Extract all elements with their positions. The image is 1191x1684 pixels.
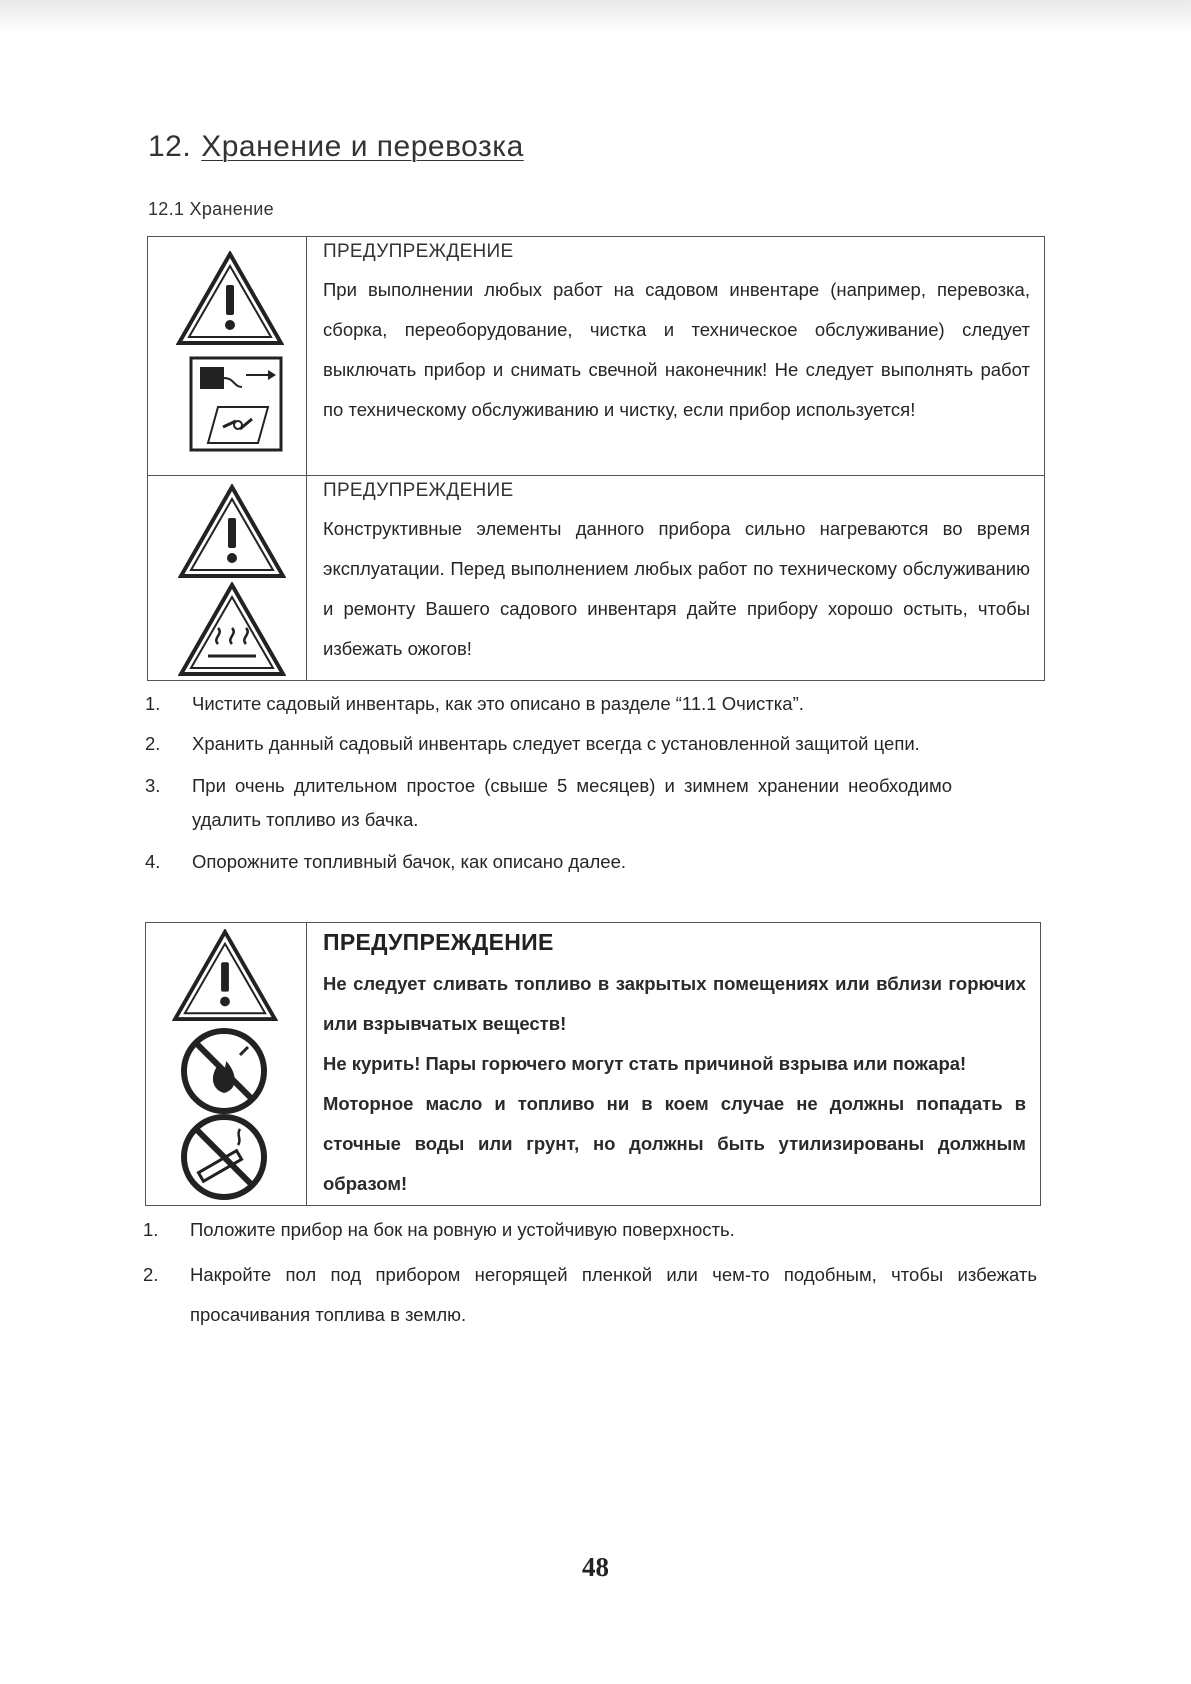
warning-3-text-cell (307, 923, 1041, 1206)
maintenance-plug-icon (188, 355, 284, 453)
hot-surface-icon (178, 582, 286, 678)
warning-1-icons (148, 237, 307, 476)
list-item: 2. Хранить данный садовый инвентарь следует всегда с установленной защитой цепи. (145, 733, 920, 754)
list-item: 3. При очень длительном простое (свыше 5 месяцев) и зимнем хранении необходимо удалить топливо из бачка. (145, 775, 952, 830)
no-open-flame-icon (180, 1027, 268, 1115)
warning-1-text: При выполнении любых работ на садовом инвентаре (например, перевозка, сборка, переоборудование, чистка и техническое обслуживание) следует выключать прибор и снимать свечной наконечник! Не следует выполнять работ по техническому обслуживанию и чистку, если прибор используется! (323, 279, 1030, 420)
warning-1-text-cell (307, 237, 1045, 476)
warning-1-title: ПРЕДУПРЕЖДЕНИЕ (323, 241, 514, 262)
section-number: 12. (148, 130, 192, 163)
page-number: 48 (582, 1552, 609, 1582)
storage-steps-list (145, 687, 1035, 879)
warning-table-2 (145, 922, 1041, 1206)
section-title: Хранение и перевозка (201, 130, 524, 163)
scan-edge-shade (0, 0, 1191, 34)
section-heading (148, 130, 524, 164)
list-item: 4. Опорожните топливный бачок, как описано далее. (145, 851, 627, 872)
warning-3-title: ПРЕДУПРЕЖДЕНИЕ (323, 929, 554, 955)
no-smoking-icon (180, 1113, 268, 1201)
drain-steps-list (143, 1213, 1037, 1335)
warning-triangle-icon (172, 929, 278, 1023)
warning-2-text: Конструктивные элементы данного прибора сильно нагреваются во время эксплуатации. Перед выполнением любых работ по техническому обслуживанию и ремонту Вашего садового инвентаря дайте прибору хорошо остыть, чтобы избежать ожогов! (323, 518, 1030, 659)
list-item: 1. Положите прибор на бок на ровную и устойчивую поверхность. (143, 1219, 735, 1240)
warning-3-text-3: Моторное масло и топливо ни в коем случае не должны попадать в сточные воды или грунт, но должны быть утилизированы должным образом! (323, 1093, 1026, 1194)
warning-3-text-1: Не следует сливать топливо в закрытых помещениях или вблизи горючих или взрывчатых веществ! (323, 973, 1026, 1034)
warning-triangle-icon (176, 251, 284, 347)
list-item: 1. Чистите садовый инвентарь, как это описано в разделе “11.1 Очистка”. (145, 693, 804, 714)
warning-table-1 (147, 236, 1045, 681)
warning-3-text-2: Не курить! Пары горючего могут стать причиной взрыва или пожара! (323, 1053, 967, 1074)
warning-triangle-icon (178, 484, 286, 580)
warning-2-text-cell (307, 476, 1045, 681)
warning-3-icons (146, 923, 307, 1206)
list-item: 2. Накройте пол под прибором негорящей пленкой или чем-то подобным, чтобы избежать просачивания топлива в землю. (143, 1264, 1037, 1325)
subsection-heading: 12.1 Хранение (148, 199, 274, 219)
warning-2-title: ПРЕДУПРЕЖДЕНИЕ (323, 480, 514, 501)
warning-2-icons (148, 476, 307, 681)
